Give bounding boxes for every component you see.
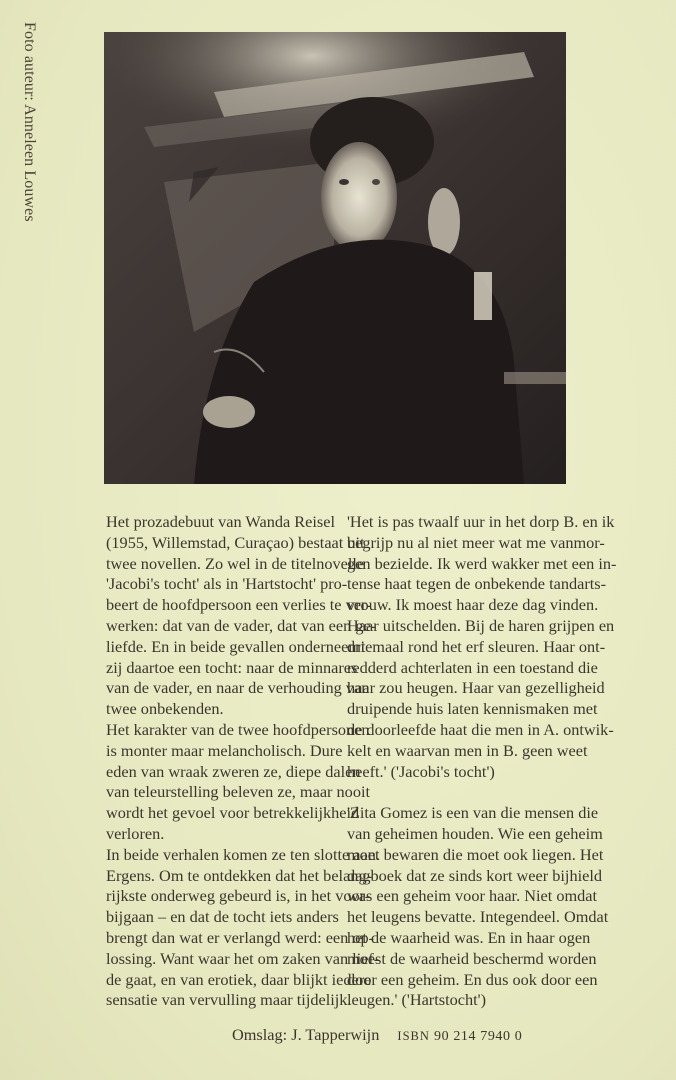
text-line: dagboek dat ze sinds kort weer bijhield	[347, 865, 602, 885]
text-line: beert de hoofdpersoon een verlies te ver-	[106, 595, 372, 615]
blurb-paragraph-1	[106, 512, 377, 720]
blurb-column	[106, 512, 380, 1011]
text-line: door een geheim. En dus ook door een	[347, 969, 598, 989]
text-line: verloren.	[106, 823, 165, 843]
text-line: sensatie van vervulling maar tijdelijk.	[106, 990, 352, 1010]
text-line: is monter maar melancholisch. Dure	[106, 740, 343, 760]
text-line: haar zou heugen. Haar van gezelligheid	[347, 678, 605, 698]
quote-jacobis-tocht	[347, 512, 617, 782]
isbn-label: ISBN	[397, 1029, 430, 1043]
text-line: het leugens bevatte. Integendeel. Omdat	[347, 907, 609, 927]
author-portrait-photo	[104, 32, 566, 484]
text-line: het de waarheid was. En in haar ogen	[347, 927, 591, 947]
text-line: moest de waarheid beschermd worden	[347, 948, 597, 968]
text-line: wordt het gevoel voor betrekkelijkheid	[106, 803, 360, 823]
cover-credit: Omslag: J. Tapperwijn	[232, 1025, 380, 1044]
photo-credit: Foto auteur: Anneleen Louwes	[21, 22, 38, 222]
text-line: was een geheim voor haar. Niet omdat	[347, 886, 598, 906]
text-line: druipende huis laten kennismaken met	[347, 699, 598, 719]
text-line: heeft.' ('Jacobi's tocht')	[347, 761, 495, 781]
text-line: 'Zita Gomez is een van die mensen die	[347, 803, 599, 823]
text-line: de doorleefde haat die men in A. ontwik-	[347, 719, 614, 739]
isbn	[397, 1029, 522, 1044]
text-line: twee novellen. Zo wel in de titelnovelle	[106, 553, 365, 573]
text-line: 'Het is pas twaalf uur in het dorp B. en ik	[347, 512, 615, 531]
text-line: twee onbekenden.	[106, 699, 224, 719]
text-line: van geheimen houden. Wie een geheim	[347, 823, 603, 843]
text-line: bijgaan – en dat de tocht iets anders	[106, 907, 339, 927]
text-line: eden van wraak zweren ze, diepe dalen	[106, 761, 361, 781]
portrait-image-icon	[104, 32, 566, 484]
text-line: gen bezielde. Ik werd wakker met een in-	[347, 553, 617, 573]
text-line: rijkste onderweg gebeurd is, in het voor-	[106, 886, 371, 906]
text-line: vrouw. Ik moest haar deze dag vinden.	[347, 595, 599, 615]
text-line: Het prozadebuut van Wanda Reisel	[106, 512, 335, 531]
text-line: van de vader, en naar de verhouding van	[106, 678, 370, 698]
text-line: Het karakter van de twee hoofdpersonen	[106, 719, 370, 739]
paragraph-gap	[347, 782, 591, 803]
text-line: redderd achterlaten in een toestand die	[347, 657, 598, 677]
blurb-paragraph-2	[106, 719, 371, 845]
quotes-column	[347, 512, 617, 1011]
text-line: (1955, Willemstad, Curaçao) bestaat uit	[106, 532, 365, 552]
blurb-paragraph-3	[106, 844, 380, 1011]
text-line: kelt en waarvan men in B. geen weet	[347, 740, 588, 760]
text-line: Ergens. Om te ontdekken dat het belang-	[106, 865, 373, 885]
text-line: 'Jacobi's tocht' als in 'Hartstocht' pro-	[106, 574, 348, 594]
text-line: de gaat, en van erotiek, daar blijkt iedere	[106, 969, 372, 989]
text-line: van teleurstelling beleven ze, maar nooit	[106, 782, 371, 802]
text-line: brengt dan wat er verlangd werd: een op-	[106, 927, 375, 947]
text-line: moet bewaren die moet ook liegen. Het	[347, 844, 604, 864]
text-line: zij daartoe een tocht: naar de minnares	[106, 657, 358, 677]
text-line: tense haat tegen de onbekende tandarts-	[347, 574, 607, 594]
text-line: werken: dat van de vader, dat van een ge-	[106, 615, 377, 635]
text-line: begrijp nu al niet meer wat me vanmor-	[347, 532, 605, 552]
text-line: In beide verhalen komen ze ten slotte aan.	[106, 844, 380, 864]
text-line: Haar uitschelden. Bij de haren grijpen en	[347, 615, 615, 635]
footer-credits	[232, 1025, 522, 1045]
isbn-number: 90 214 7940 0	[434, 1029, 523, 1044]
text-line: driemaal rond het erf sleuren. Haar ont-	[347, 636, 606, 656]
text-line: lossing. Want waar het om zaken van lief-	[106, 948, 380, 968]
text-line: leugen.' ('Hartstocht')	[347, 990, 487, 1010]
text-line: liefde. En in beide gevallen onderneemt	[106, 636, 366, 656]
quote-hartstocht	[347, 803, 609, 1011]
